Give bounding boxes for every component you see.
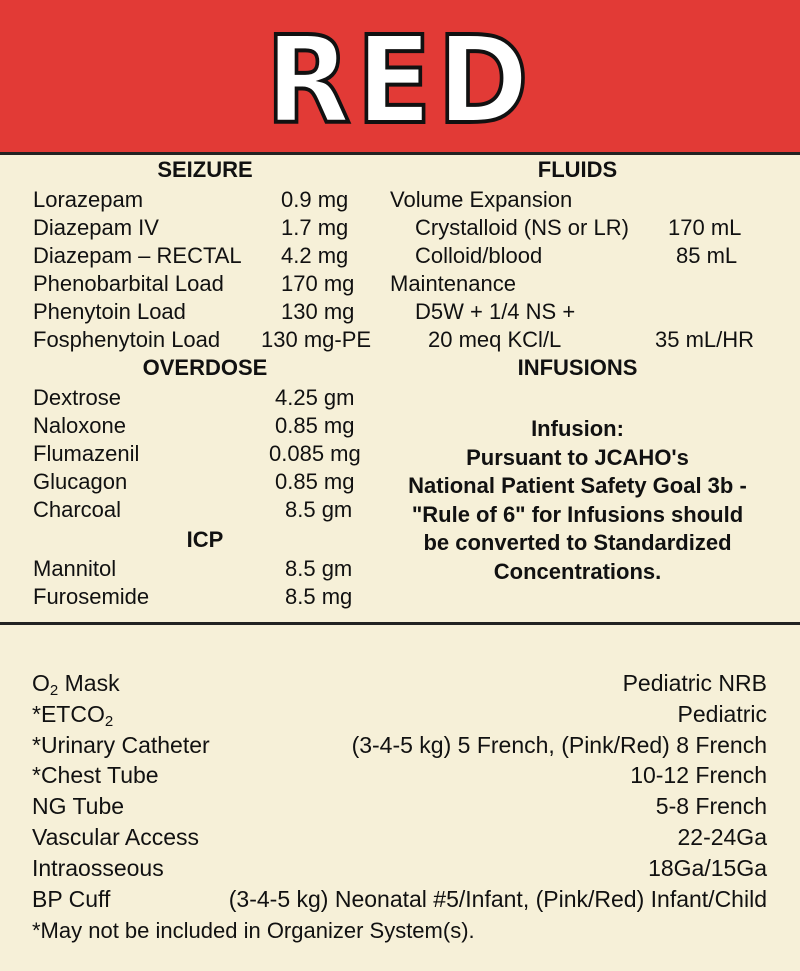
drug-name: Diazepam – RECTAL (33, 243, 242, 268)
infusion-note-line: be converted to Standardized (423, 530, 732, 555)
fluids-heading: FLUIDS (537, 157, 618, 182)
drug-name: Mannitol (33, 556, 117, 581)
drug-dose: 4.2 mg (281, 243, 349, 268)
equipment-label: Vascular Access (32, 824, 200, 850)
drug-name: Diazepam IV (33, 215, 159, 240)
drug-name: Glucagon (33, 469, 128, 494)
o2-post: Mask (58, 670, 120, 696)
equipment-label (32, 668, 120, 698)
drug-name: Phenytoin Load (33, 299, 186, 324)
drug-name: Dextrose (33, 385, 122, 410)
drug-dose: 0.9 mg (281, 187, 349, 212)
footnote: *May not be included in Organizer System(s). (32, 918, 475, 943)
equipment-value: (3-4-5 kg) Neonatal #5/Infant, (Pink/Red) Infant/Child (228, 886, 767, 912)
equipment-label: BP Cuff (32, 886, 111, 912)
icp-heading: ICP (186, 527, 224, 552)
drug-dose: 130 mg-PE (261, 327, 372, 352)
drug-name: Naloxone (33, 413, 126, 438)
equipment-value: 22-24Ga (677, 824, 767, 850)
crystalloid-value: 170 mL (668, 215, 742, 240)
section-divider (0, 622, 800, 625)
equipment-label: *Chest Tube (32, 762, 159, 788)
crystalloid-label: Crystalloid (NS or LR) (415, 215, 629, 240)
drug-dose: 170 mg (281, 271, 355, 296)
infusion-note-line: "Rule of 6" for Infusions should (411, 501, 744, 527)
drug-name: Furosemide (33, 584, 150, 609)
d5w-value: 35 mL/HR (655, 327, 755, 352)
infusion-note-line: Pursuant to JCAHO's (466, 444, 689, 470)
infusion-note-line: Concentrations. (493, 558, 662, 584)
drug-dose: 1.7 mg (281, 215, 349, 240)
drug-dose: 0.085 mg (269, 441, 361, 466)
infusions-heading: INFUSIONS (517, 355, 638, 380)
banner-title: RED (265, 12, 535, 151)
drug-name: Phenobarbital Load (33, 271, 224, 296)
maintenance-label: Maintenance (390, 271, 516, 296)
equipment-value: Pediatric (677, 701, 767, 727)
drug-dose: 0.85 mg (275, 469, 355, 494)
drug-name: Fosphenytoin Load (33, 327, 221, 352)
equipment-label: NG Tube (32, 793, 125, 819)
equipment-value: Pediatric NRB (622, 670, 767, 696)
color-banner (0, 0, 800, 155)
o2-pre: O (32, 670, 50, 696)
equipment-value: 18Ga/15Ga (648, 855, 767, 881)
colloid-value: 85 mL (676, 243, 738, 268)
o2-sub: 2 (49, 682, 59, 699)
equipment-value: (3-4-5 kg) 5 French, (Pink/Red) 8 French (351, 732, 767, 758)
equipment-label (32, 699, 113, 729)
drug-name: Charcoal (33, 497, 122, 522)
d5w-line1: D5W + 1/4 NS + (415, 299, 576, 324)
colloid-label: Colloid/blood (415, 243, 543, 268)
equipment-label: Intraosseous (32, 855, 164, 881)
d5w-line2: 20 meq KCl/L (428, 327, 562, 352)
drug-dose: 8.5 gm (285, 497, 353, 522)
etco2-sub: 2 (104, 713, 114, 730)
equipment-label: *Urinary Catheter (32, 732, 210, 758)
drug-dose: 130 mg (281, 299, 355, 324)
drug-dose: 0.85 mg (275, 413, 355, 438)
overdose-heading: OVERDOSE (142, 355, 268, 380)
drug-name: Flumazenil (33, 441, 140, 466)
drug-name: Lorazepam (33, 187, 144, 212)
drug-dose: 8.5 gm (285, 556, 353, 581)
infusion-note-title: Infusion: (531, 416, 624, 441)
volume-expansion-label: Volume Expansion (390, 187, 573, 212)
infusion-note-line: National Patient Safety Goal 3b - (408, 473, 747, 498)
seizure-heading: SEIZURE (157, 157, 253, 182)
equipment-value: 5-8 French (655, 793, 767, 819)
drug-dose: 4.25 gm (275, 385, 355, 410)
equipment-value: 10-12 French (630, 762, 767, 788)
drug-dose: 8.5 mg (285, 584, 353, 609)
etco2-pre: *ETCO (32, 701, 105, 727)
infusion-note (395, 415, 760, 586)
